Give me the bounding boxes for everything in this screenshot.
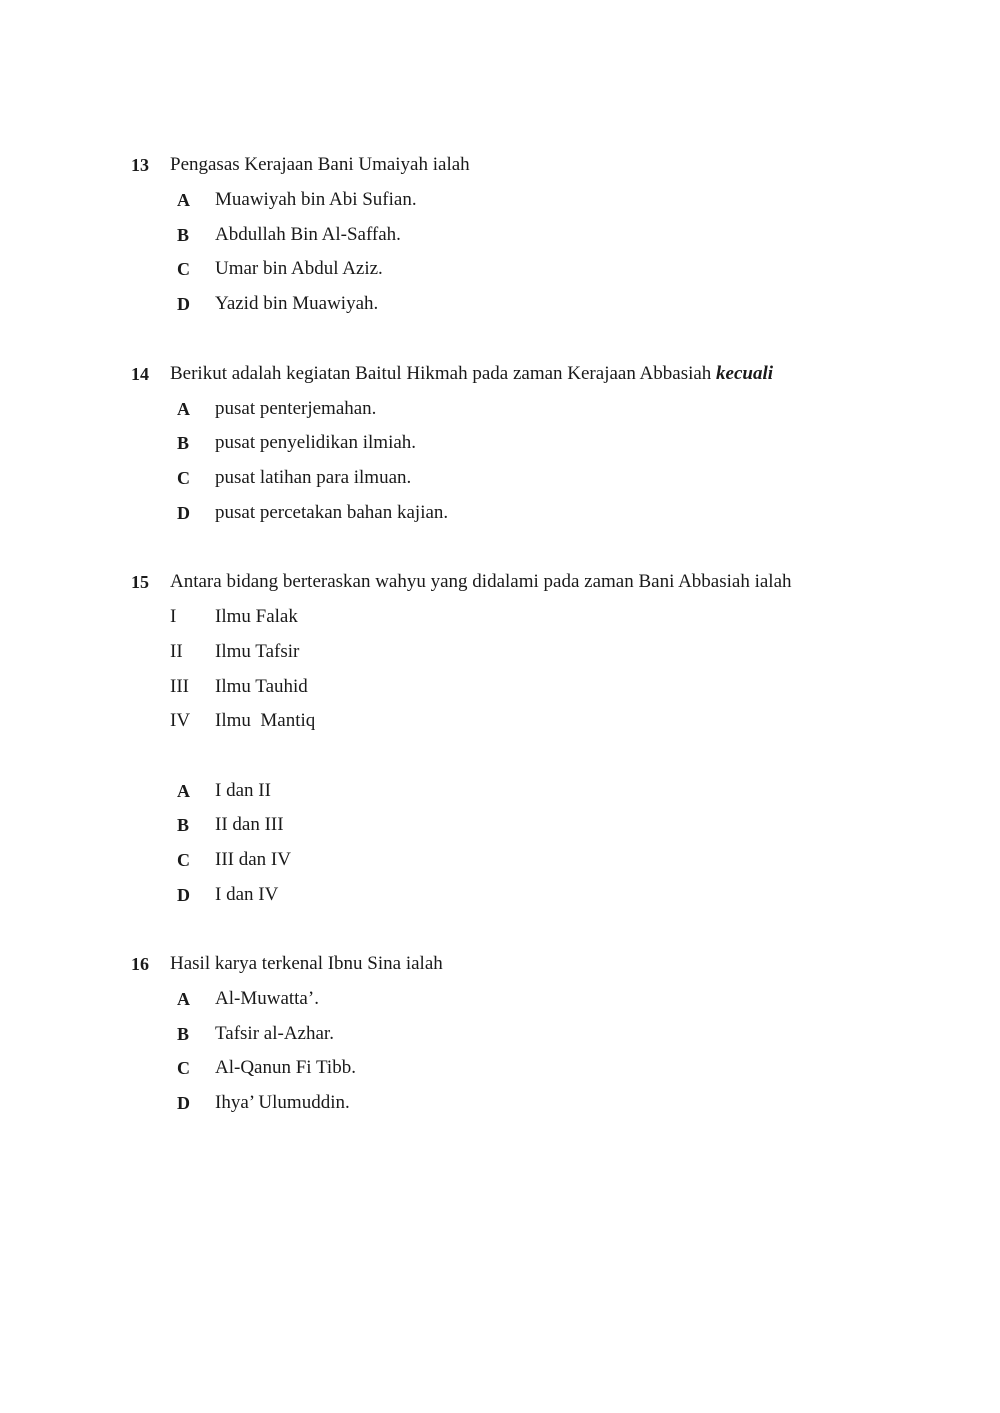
option-letter: D — [177, 294, 190, 314]
statement-numeral: III — [170, 676, 189, 697]
statement-text: Ilmu Tafsir — [215, 641, 300, 662]
option-text: I dan II — [215, 780, 271, 801]
option-text: pusat latihan para ilmuan. — [215, 467, 412, 488]
option-letter: C — [177, 850, 190, 870]
statement-text: Ilmu Tauhid — [215, 676, 308, 697]
statement-text: Ilmu Falak — [215, 606, 298, 627]
option-text: Tafsir al-Azhar. — [215, 1023, 334, 1044]
question-number: 15 — [131, 572, 149, 592]
question-number: 13 — [131, 155, 149, 175]
option-text: pusat percetakan bahan kajian. — [215, 502, 449, 523]
option-text: Umar bin Abdul Aziz. — [215, 258, 383, 279]
option-letter: C — [177, 468, 190, 488]
question-text: Hasil karya terkenal Ibnu Sina ialah — [170, 953, 443, 974]
option-letter: B — [177, 1024, 190, 1044]
option-letter: A — [177, 989, 190, 1009]
statement-text: Ilmu Mantiq — [215, 710, 316, 731]
option-text: Yazid bin Muawiyah. — [215, 293, 379, 314]
option-letter: B — [177, 433, 190, 453]
question-number: 14 — [131, 364, 149, 384]
option-text: pusat penterjemahan. — [215, 398, 377, 419]
option-text: I dan IV — [215, 884, 279, 905]
option-letter: D — [177, 1093, 190, 1113]
question-text-main: Berikut adalah kegiatan Baitul Hikmah pada zaman Kerajaan Abbasiah — [170, 363, 717, 384]
statement-numeral: II — [170, 641, 183, 662]
option-text: Muawiyah bin Abi Sufian. — [215, 189, 417, 210]
option-text: Al-Qanun Fi Tibb. — [215, 1057, 356, 1078]
option-letter: C — [177, 1058, 190, 1078]
option-letter: D — [177, 503, 190, 523]
statement-numeral: I — [170, 606, 177, 627]
option-text: III dan IV — [215, 849, 291, 870]
option-text: Al-Muwatta’. — [215, 988, 319, 1009]
question-text — [170, 362, 773, 386]
option-letter: A — [177, 399, 190, 419]
question-text: Antara bidang berteraskan wahyu yang didalami pada zaman Bani Abbasiah ialah — [170, 571, 792, 592]
option-letter: C — [177, 259, 190, 279]
question-text: Pengasas Kerajaan Bani Umaiyah ialah — [170, 154, 470, 175]
option-text: Ihya’ Ulumuddin. — [215, 1092, 350, 1113]
option-text: II dan III — [215, 814, 284, 835]
question-number: 16 — [131, 954, 149, 974]
option-letter: D — [177, 885, 190, 905]
option-letter: A — [177, 190, 190, 210]
question-emphasis: kecuali — [716, 363, 774, 384]
option-letter: B — [177, 815, 190, 835]
option-text: Abdullah Bin Al-Saffah. — [215, 224, 401, 245]
statement-numeral: IV — [170, 710, 191, 731]
option-text: pusat penyelidikan ilmiah. — [215, 432, 417, 453]
option-letter: A — [177, 781, 190, 801]
option-letter: B — [177, 225, 190, 245]
